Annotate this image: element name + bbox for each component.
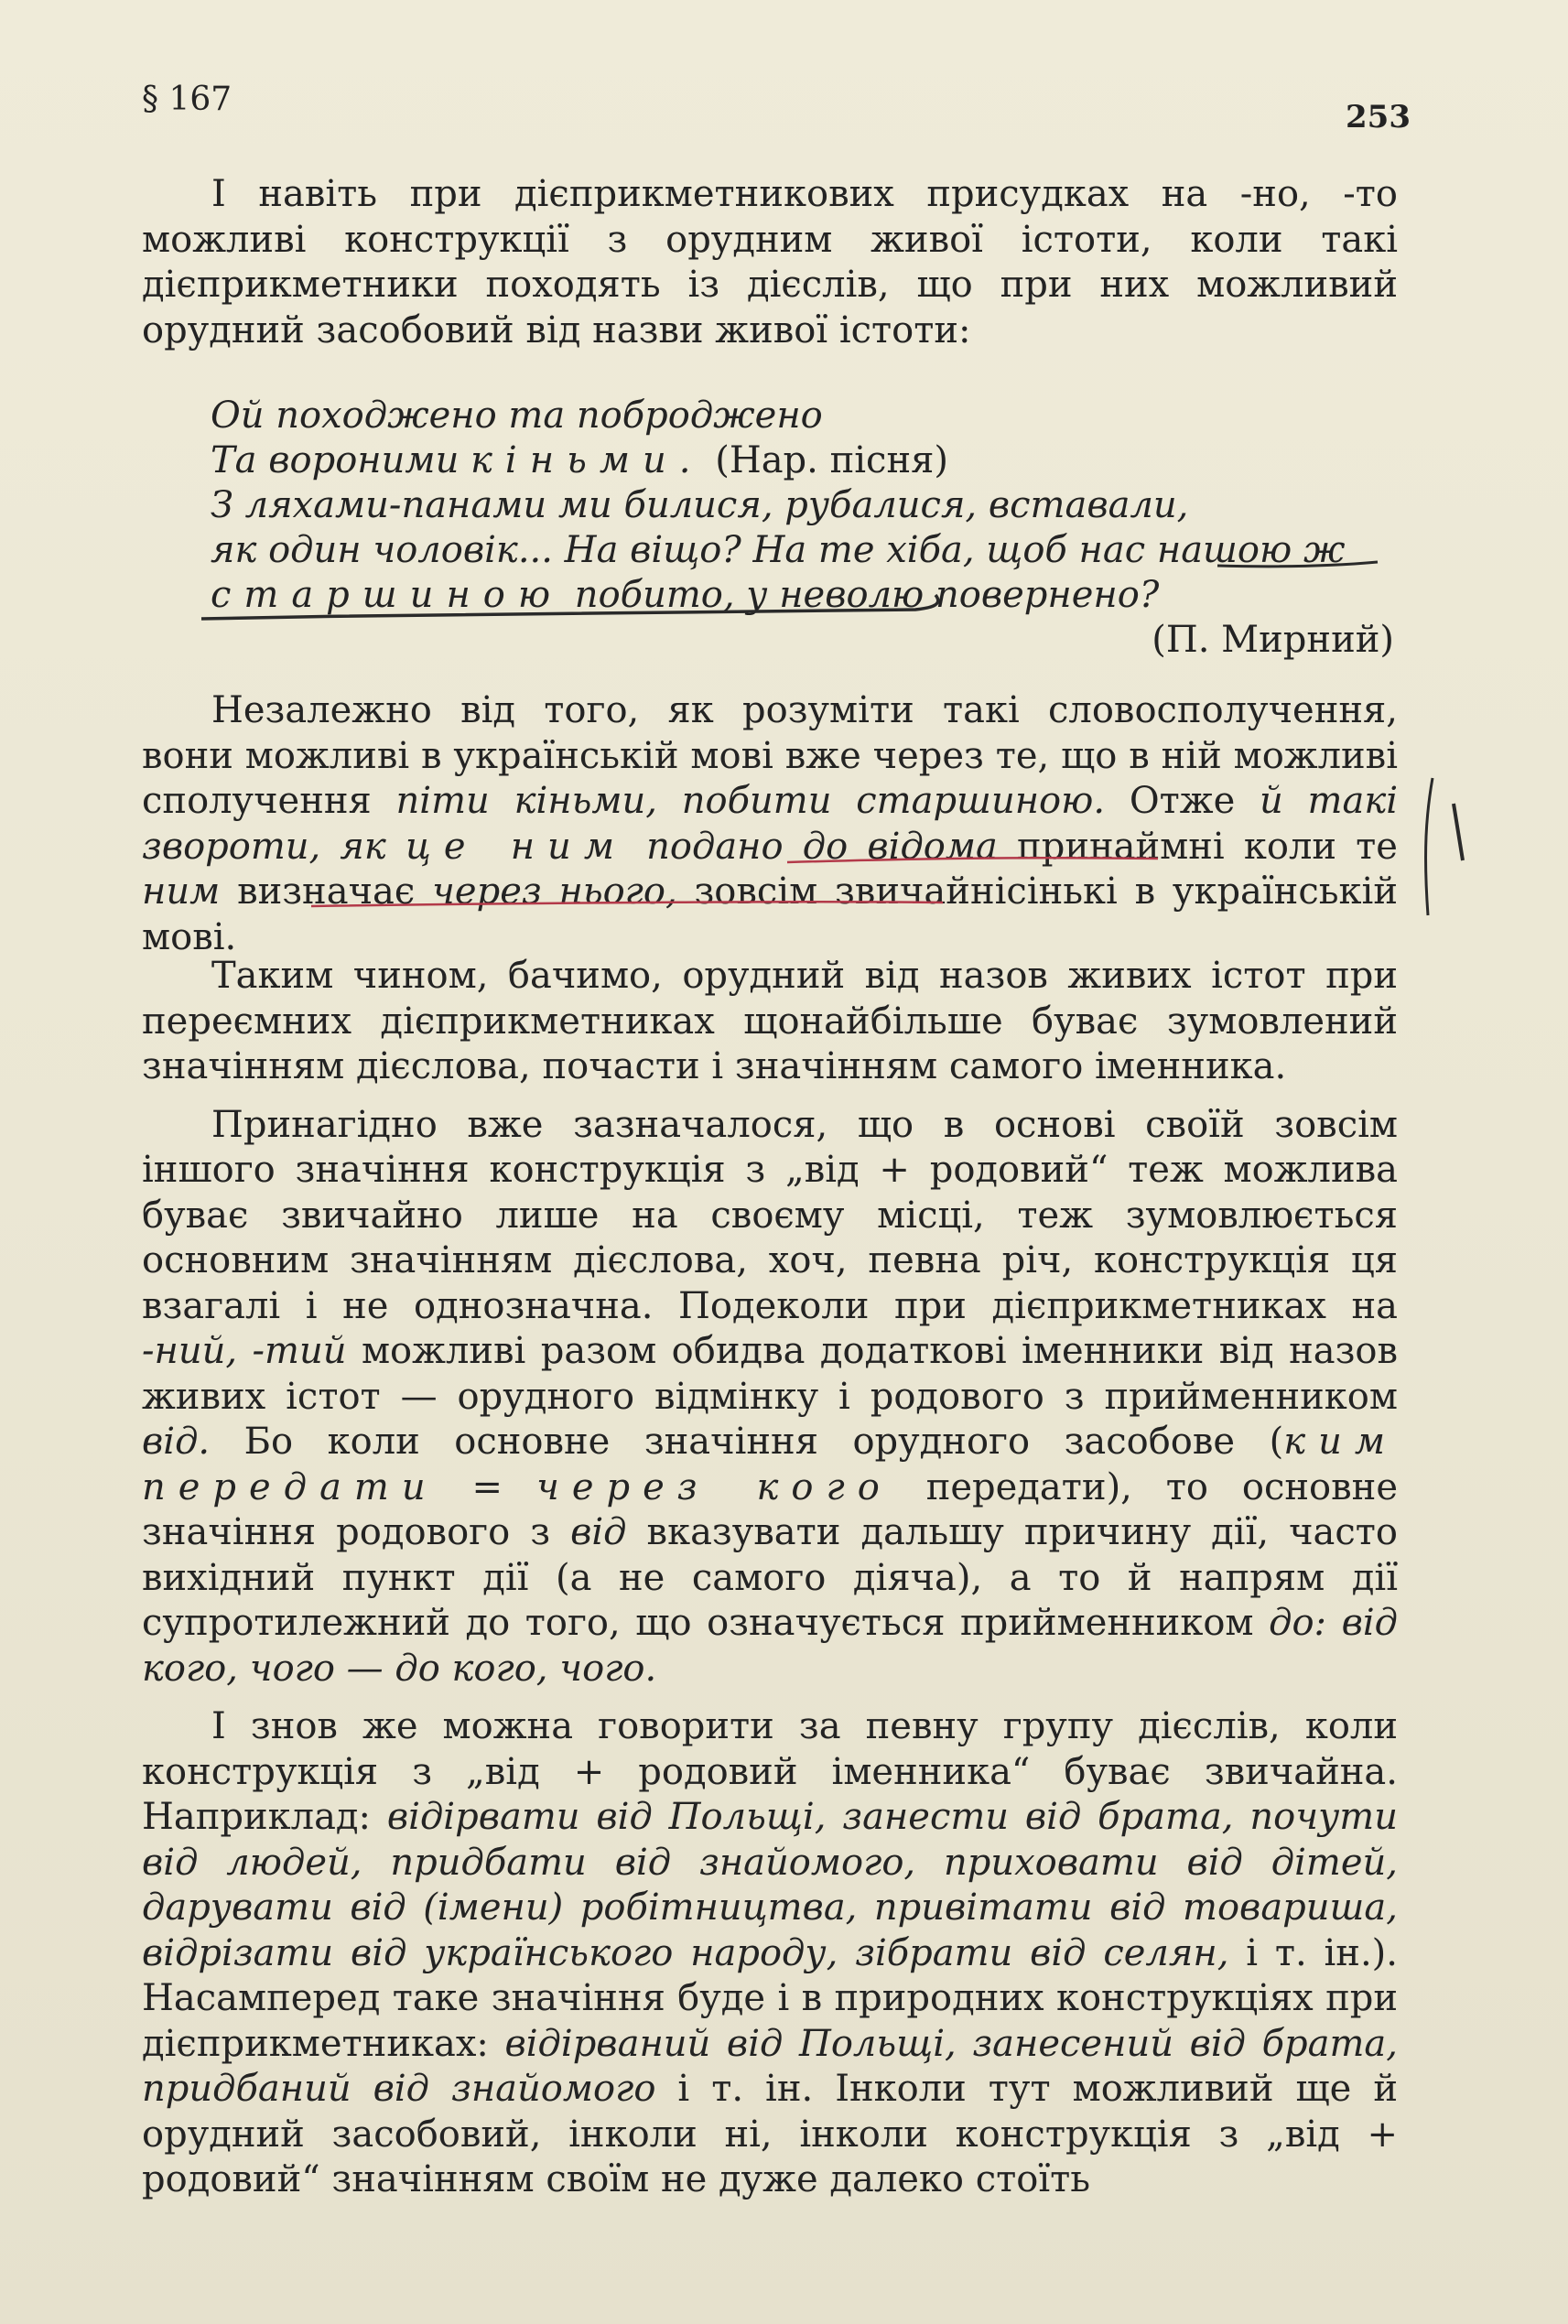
paragraph-4: Принагідно вже зазначалося, що в основі своїй зовсім іншого значіння конструкція з „від + родовий“ теж можлива буває звичайно лише на своєму місці, теж зумовлюється основним значінням дієслова, хоч, певна річ, конструкція ця взагалі і не однозначна. Подеколи при дієприкметниках на -ний, -тий можливі разом обидва додаткові іменники від назов живих істот — орудного відмінку і родового з прийменником від. Бо коли основне значіння орудного засобове (ким передати = через кого передати), то основне значіння родового з від вказувати дальшу причину дії, часто вихідний пункт дії (а не самого діяча), а то й напрям дії супротилежний до того, що означується прийменником до: від кого, чого — до кого, чого. [142, 1103, 1399, 1690]
paragraph-3: Таким чином, бачимо, орудний від назов живих істот при переємних дієприкметниках щонайбільше буває зумовлений значінням дієслова, почасти і значінням самого іменника. [142, 955, 1398, 1087]
verse-line-3: З ляхами-панами ми билися, рубалися, вставали, [211, 484, 1189, 526]
verse-quote [211, 394, 1400, 618]
margin-bracket [1426, 778, 1433, 915]
verse-line-1: Ой походжено та поброджено [211, 395, 823, 437]
section-number: § 167 [142, 81, 232, 118]
verse-line-5: старшиною побито, у неволю повернено? [211, 574, 1160, 616]
verse-source: (П. Мирний) [1152, 619, 1394, 661]
paragraph-1: І навіть при дієприкметникових присудках на -но, -то можливі конструкції з орудним живої істоти, коли такі дієприкметники походять із дієслів, що при них можливий орудний засобовий від назви живої істоти: [142, 173, 1398, 351]
paragraph-5: І знов же можна говорити за певну групу дієслів, коли конструкція з „від + родовий іменника“ буває звичайна. Наприклад: відірвати від Польщі, занести від брата, почути від людей, придбати від знайомого, приховати від дітей, дарувати від (імени) робітництва, привітати від товариша, відрізати від українського народу, зібрати від селян, і т. ін.). Насамперед таке значіння буде і в природних конструкціях при дієприкметниках: відірваний від Польщі, занесений від брата, придбаний від знайомого і т. ін. Інколи тут можливий ще й орудний засобовий, інколи ні, інколи конструкція з „від + родовий“ значінням своїм не дуже далеко стоїть [142, 1705, 1398, 2200]
paragraph-2: Незалежно від того, як розуміти такі словосполучення, вони можливі в українській мові вже через те, що в ній можливі сполучення піти кіньми, побити старшиною. Отже й такі звороти, як це ним подано до відома принаймні коли те ним визначає через нього, зовсім звичайнісінькі в українській мові. [142, 689, 1399, 958]
margin-stroke [1454, 804, 1463, 860]
verse-line-4: як один чоловік... На віщо? На те хіба, щоб нас нашою ж [211, 529, 1346, 571]
page-number: 253 [1346, 99, 1411, 135]
verse-line-2: Та вороними кіньми. (Нар. пісня) [211, 439, 948, 481]
body-text [142, 954, 1398, 2203]
